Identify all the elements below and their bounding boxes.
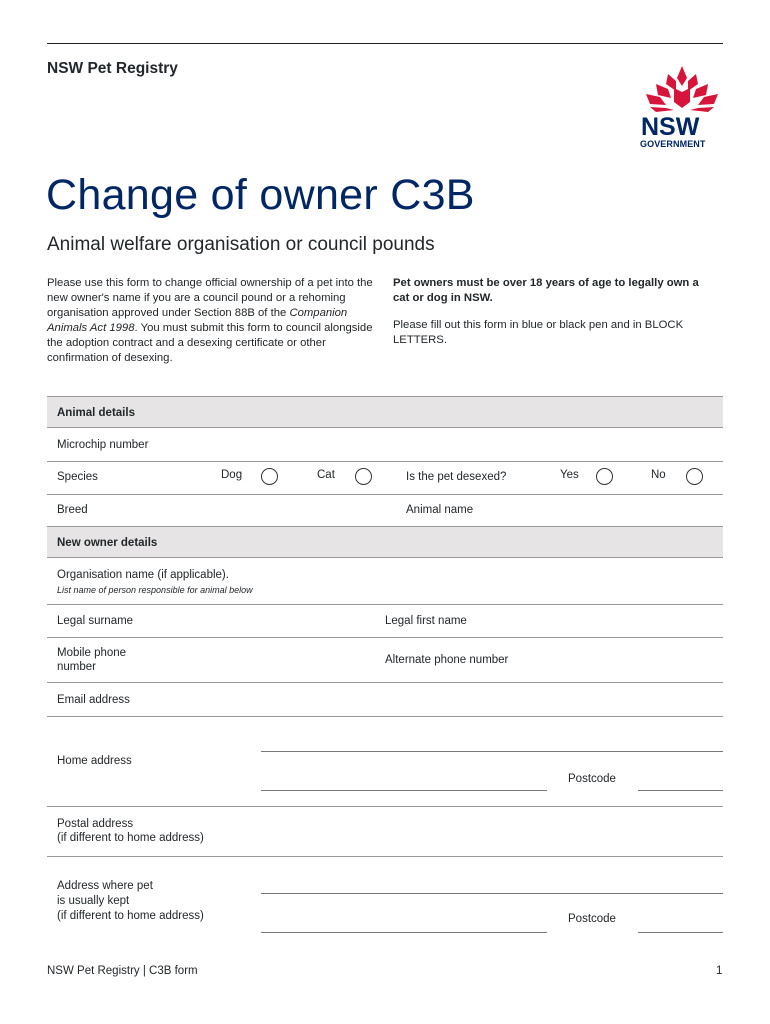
row-divider <box>47 461 723 462</box>
row-divider <box>47 716 723 717</box>
kept-address-label: Address where pet <box>57 880 153 892</box>
kept-address-line-1[interactable] <box>261 893 723 894</box>
animal-name-label: Animal name <box>406 504 474 516</box>
mobile-phone-label: Mobile phone <box>57 647 127 659</box>
row-divider <box>47 604 723 605</box>
microchip-label: Microchip number <box>57 439 149 451</box>
organisation-label: Organisation name (if applicable). <box>57 569 229 581</box>
postal-address-label: Postal address <box>57 818 134 830</box>
dog-option-label: Dog <box>221 469 243 481</box>
kept-postcode-line[interactable] <box>638 932 723 933</box>
yes-option-label: Yes <box>560 469 579 481</box>
row-divider <box>47 856 723 857</box>
animal-details-heading: Animal details <box>47 396 723 428</box>
no-option-label: No <box>651 469 666 481</box>
registry-name: NSW Pet Registry <box>47 60 178 77</box>
row-divider <box>47 806 723 807</box>
age-notice: Pet owners must be over 18 years of age to legally own a cat or dog in NSW. <box>393 277 699 304</box>
pen-notice: Please fill out this form in blue or black pen and in BLOCK LETTERS. <box>393 319 684 346</box>
alternate-phone-label: Alternate phone number <box>385 654 509 666</box>
home-address-line-2[interactable] <box>261 790 547 791</box>
row-divider <box>47 637 723 638</box>
legal-first-name-label: Legal first name <box>385 615 467 627</box>
cat-option-label: Cat <box>317 469 335 481</box>
home-postcode-line[interactable] <box>638 790 723 791</box>
yes-radio[interactable] <box>596 468 613 485</box>
page-subtitle: Animal welfare organisation or council pounds <box>47 234 435 255</box>
organisation-note: List name of person responsible for animal below <box>57 585 253 595</box>
cat-radio[interactable] <box>355 468 372 485</box>
row-divider <box>47 494 723 495</box>
breed-label: Breed <box>57 504 88 516</box>
postcode-label-2: Postcode <box>568 913 616 925</box>
act-name: Companion Animals Act 1998 <box>47 307 348 334</box>
species-label: Species <box>57 471 98 483</box>
footer-page-number: 1 <box>716 965 723 977</box>
legal-surname-label: Legal surname <box>57 615 134 627</box>
home-address-label: Home address <box>57 755 132 767</box>
no-radio[interactable] <box>686 468 703 485</box>
email-label: Email address <box>57 694 130 706</box>
header-rule <box>47 43 723 44</box>
home-address-line-1[interactable] <box>261 751 723 752</box>
footer-form-name: NSW Pet Registry | C3B form <box>47 965 198 977</box>
logo-government: GOVERNMENT <box>640 139 706 149</box>
logo-wordmark: NSW <box>641 113 700 141</box>
desexed-label: Is the pet desexed? <box>406 471 507 483</box>
row-divider <box>47 682 723 683</box>
dog-radio[interactable] <box>261 468 278 485</box>
postal-address-note: (if different to home address) <box>57 832 204 844</box>
page-title: Change of owner C3B <box>46 171 475 219</box>
kept-address-label-2: is usually kept <box>57 895 130 907</box>
mobile-phone-label-2: number <box>57 661 96 673</box>
kept-address-note: (if different to home address) <box>57 910 204 922</box>
kept-address-line-2[interactable] <box>261 932 547 933</box>
intro-text: Please use this form to change official ownership of a pet into the new owner's name if you are a council pound or a rehoming organisation approved under Section 88B of the Companion Animals Act 1998. You must submit this form to council alongside the adoption contract and a desexing certificate or other confirmation of desexing. <box>47 277 373 364</box>
postcode-label: Postcode <box>568 773 616 785</box>
new-owner-heading: New owner details <box>47 526 723 558</box>
